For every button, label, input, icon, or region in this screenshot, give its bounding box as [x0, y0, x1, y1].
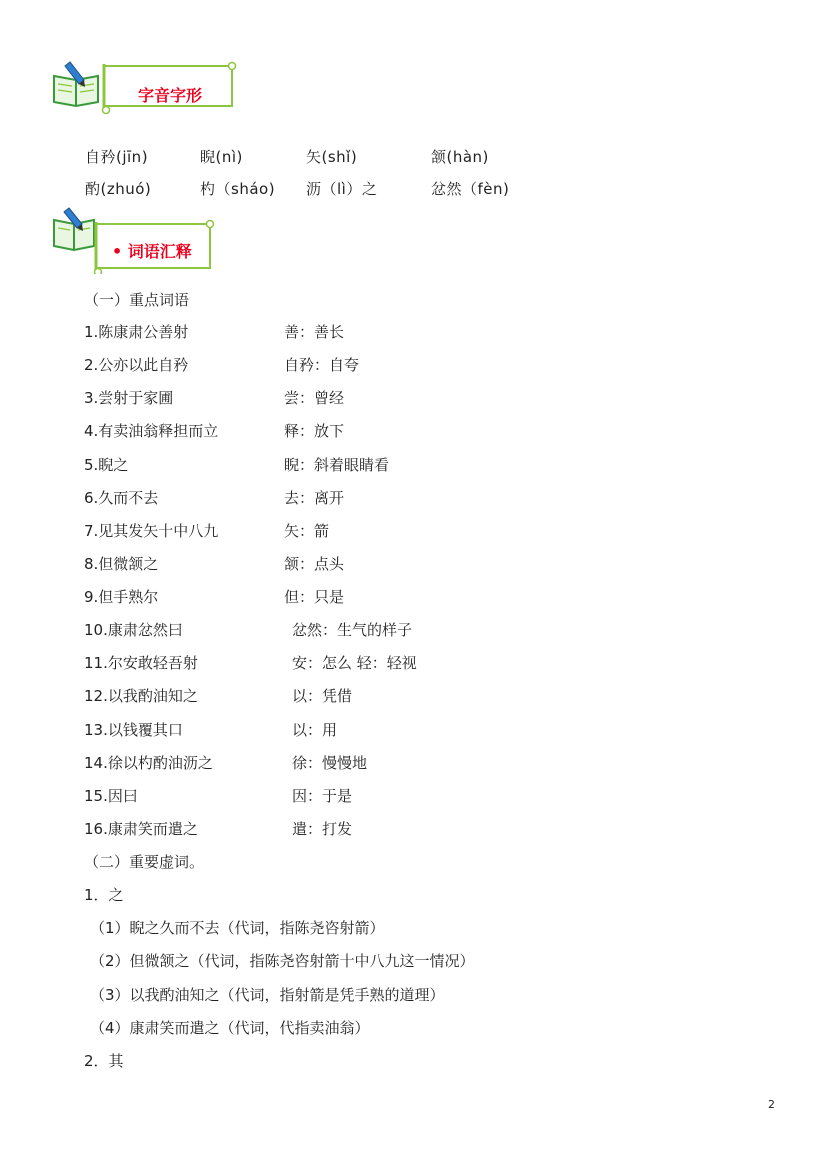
vocab-term: 9.但手熟尔: [84, 588, 159, 606]
vocab-term: 6.久而不去: [84, 489, 159, 507]
vocab-term: 10.康肃忿然曰: [84, 621, 183, 639]
vocab-def: 安：怎么 轻：轻视: [292, 654, 417, 672]
pinyin-item: 杓（sháo): [200, 180, 276, 198]
example-item: （3）以我酌油知之（代词，指射箭是凭手熟的道理）: [90, 986, 445, 1004]
vocab-term: 12.以我酌油知之: [84, 687, 198, 705]
vocab-term: 7.见其发矢十中八九: [84, 522, 219, 540]
vocab-def: 遣：打发: [292, 820, 353, 838]
pinyin-item: 忿然（fèn): [431, 180, 510, 198]
vocab-def: 以：凭借: [292, 687, 353, 705]
vocab-def: 睨：斜着眼睛看: [284, 456, 390, 474]
vocab-term: 15.因曰: [84, 787, 138, 805]
vocab-def: 颔：点头: [284, 555, 345, 573]
vocab-def: 徐：慢慢地: [292, 754, 368, 772]
vocab-def: 自矜：自夸: [284, 356, 360, 374]
vocab-def: 因：于是: [292, 787, 353, 805]
section-header-pronunciation: [50, 58, 240, 114]
pinyin-item: 沥（lì）之: [306, 180, 378, 198]
vocab-def: 忿然：生气的样子: [292, 621, 413, 639]
vocab-term: 13.以钱覆其口: [84, 721, 183, 739]
section-header-vocabulary: [50, 206, 230, 274]
page-number: 2: [768, 1098, 775, 1111]
vocab-term: 4.有卖油翁释担而立: [84, 422, 219, 440]
vocab-term: 11.尔安敢轻吾射: [84, 654, 198, 672]
vocab-term: 8.但微颔之: [84, 555, 159, 573]
section-title: • 词语汇释: [112, 242, 192, 261]
example-item: （2）但微颔之（代词，指陈尧咨射箭十中八九这一情况）: [90, 952, 475, 970]
vocab-term: 1.陈康肃公善射: [84, 323, 189, 341]
vocab-def: 释：放下: [284, 422, 345, 440]
vocab-term: 2.公亦以此自矜: [84, 356, 189, 374]
vocab-def: 以：用: [292, 721, 338, 739]
vocab-term: 14.徐以杓酌油沥之: [84, 754, 213, 772]
vocab-term: 16.康肃笑而遣之: [84, 820, 198, 838]
vocab-def: 去：离开: [284, 489, 345, 507]
pinyin-item: 矢(shǐ): [306, 148, 358, 166]
pinyin-item: 睨(nì): [200, 148, 243, 166]
vocab-term: 3.尝射于家圃: [84, 389, 174, 407]
pinyin-item: 颔(hàn): [431, 148, 489, 166]
part-heading: （二）重要虚词。: [84, 853, 205, 871]
vocab-def: 但：只是: [284, 588, 345, 606]
function-word-heading: 1．之: [84, 886, 124, 904]
pinyin-item: 酌(zhuó): [85, 180, 152, 198]
function-word-heading: 2．其: [84, 1052, 124, 1070]
example-item: （4）康肃笑而遣之（代词，代指卖油翁）: [90, 1019, 370, 1037]
vocab-def: 尝：曾经: [284, 389, 345, 407]
vocab-def: 矢：箭: [284, 522, 330, 540]
section-title: 字音字形: [138, 86, 203, 105]
pinyin-item: 自矜(jīn): [85, 148, 149, 166]
part-heading: （一）重点词语: [84, 291, 190, 309]
vocab-term: 5.睨之: [84, 456, 129, 474]
example-item: （1）睨之久而不去（代词，指陈尧咨射箭）: [90, 919, 385, 937]
vocab-def: 善：善长: [284, 323, 345, 341]
